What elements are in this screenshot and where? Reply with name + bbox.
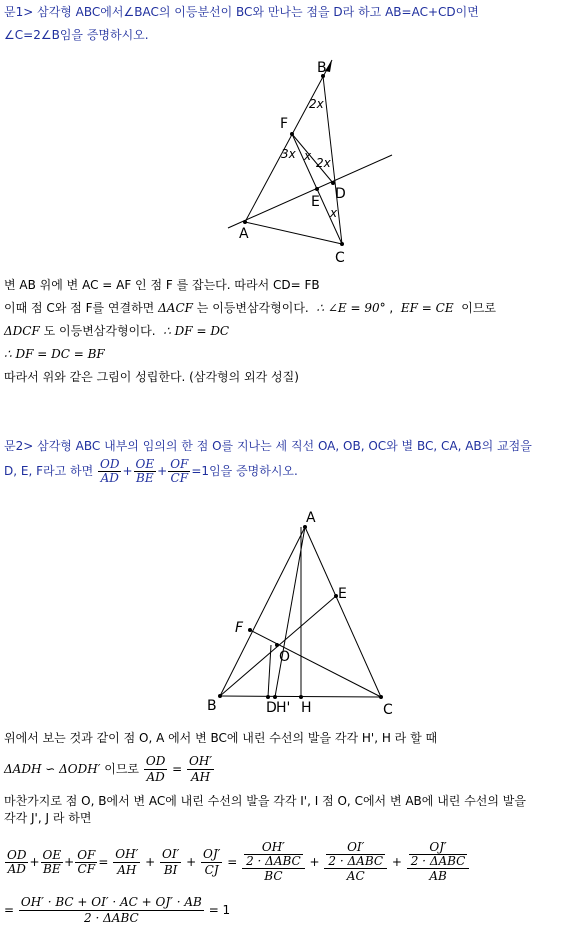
- label-d2: D: [266, 700, 277, 716]
- label-d: D: [335, 186, 346, 202]
- label-a2: A: [306, 510, 316, 526]
- solution1-line5: 따라서 위와 같은 그림이 성립한다. (삼각형의 외각 성질): [4, 370, 299, 384]
- side-ab2: [220, 527, 305, 696]
- solution2-line4: 각각 J', J 라 하면: [4, 811, 92, 825]
- side-ac2: [305, 527, 381, 697]
- label-h: H: [301, 700, 312, 716]
- label-e2: E: [338, 586, 347, 602]
- angle-label-f3x: 3x: [281, 147, 296, 161]
- solution1-line1: 변 AB 위에 변 AC = AF 인 점 F 를 잡는다. 따라서 CD= FB: [4, 278, 320, 292]
- label-f2: F: [235, 620, 244, 636]
- label-a: A: [239, 226, 249, 242]
- figure-1: [0, 52, 584, 268]
- equation-1: $\frac{OD}{AD}$ + $\frac{OE}{BE}$ + $\frac{OF}{CF}$ = $\frac{OH'}{AH}$ + $\frac{OI'}{BI}$ + $\frac{OJ'}{CJ}$ = $\frac{\frac{OH'}{\text{2 · ΔABC}}}{BC}$ + $\frac{\frac{OI'}{\text{2 · ΔABC}}}{AC}$ + $\frac{\frac{OJ'}{\text{2 · ΔABC}}}{AB}$: [4, 838, 470, 886]
- angle-label-d2x: 2x: [316, 156, 331, 170]
- bisector-ad: [228, 155, 392, 228]
- label-b2: B: [207, 698, 217, 714]
- side-ac: [245, 222, 342, 244]
- solution2-line3: 마찬가지로 점 O, B에서 변 AC에 내린 수선의 발을 각각 I', I 점 O, C에서 변 AB에 내린 수선의 발을: [4, 794, 526, 808]
- solution2-line2: ΔADH ∽ ΔODH′ 이므로 $\frac{OD}{AD}$ = $\frac{OH'}{AH}$: [4, 754, 213, 784]
- problem2-line1: 문2> 삼각형 ABC 내부의 임의의 한 점 O를 지나는 세 직선 OA, OB, OC와 별 BC, CA, AB의 교점을: [4, 439, 532, 453]
- figure-2: [0, 500, 584, 720]
- solution2-line1: 위에서 보는 것과 같이 점 O, A 에서 변 BC에 내린 수선의 발을 각각 H', H 라 할 때: [4, 731, 438, 745]
- equation-2: = $\frac{OH' \cdot BC + OI' \cdot AC + OJ' \cdot AB}{\text{2 · ΔABC}}$ = 1: [4, 895, 231, 925]
- problem2-line2: D, E, F라고 하면 $\frac{OD}{AD}$ + $\frac{OE}{BE}$ + $\frac{OF}{CF}$ =1임을 증명하시오.: [4, 457, 298, 485]
- problem1-line1: 문1> 삼각형 ABC에서∠BAC의 이등분선이 BC와 만나는 점을 D라 하고 AB=AC+CD이면: [4, 5, 479, 19]
- label-f: F: [280, 116, 289, 132]
- label-e: E: [311, 194, 320, 210]
- label-b: B: [317, 60, 327, 76]
- solution1-line4: ∴ DF = DC = BF: [4, 347, 105, 361]
- solution1-line2: 이때 점 C와 점 F를 연결하면 ΔACF 는 이등변삼각형이다. ∴ ∠E = 90° , EF = CE 이므로: [4, 301, 497, 315]
- angle-label-ex: x: [330, 206, 338, 220]
- label-c: C: [335, 250, 345, 266]
- angle-label-b: 2x: [309, 97, 324, 111]
- problem1-line2: ∠C=2∠B임을 증명하시오.: [4, 28, 149, 42]
- label-hp: H': [276, 700, 291, 716]
- solution1-line3: ΔDCF 도 이등변삼각형이다. ∴ DF = DC: [4, 324, 230, 338]
- angle-label-fx: x: [304, 149, 312, 163]
- fraction-od-ad: $\frac{OD}{AD}$: [100, 457, 120, 485]
- fraction-oe-be: $\frac{OE}{BE}$: [135, 457, 155, 485]
- fraction-of-cf: $\frac{OF}{CF}$: [170, 457, 189, 485]
- label-o: O: [279, 649, 291, 665]
- label-c2: C: [383, 702, 393, 718]
